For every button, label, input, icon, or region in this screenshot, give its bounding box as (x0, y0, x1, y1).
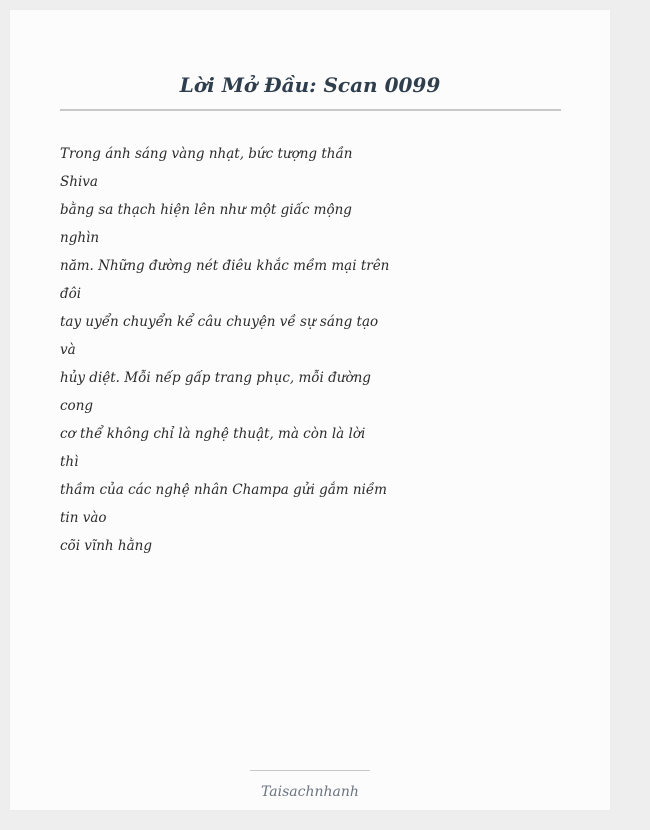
text-line: Trong ánh sáng vàng nhạt, bức tượng thần (60, 146, 353, 162)
text-line: đôi (60, 286, 82, 302)
text-line: cơ thể không chỉ là nghệ thuật, mà còn là lời (60, 426, 366, 442)
text-line: thì (60, 454, 79, 470)
text-line: tin vào (60, 510, 107, 526)
footer-divider (250, 770, 370, 771)
text-line: hủy diệt. Mỗi nếp gấp trang phục, mỗi đường (60, 370, 371, 386)
text-line: cõi vĩnh hằng (60, 538, 153, 554)
footer-text: Taisachnhanh (261, 784, 359, 800)
document-page (10, 10, 610, 810)
text-line: tay uyển chuyển kể câu chuyện về sự sáng tạo (60, 314, 379, 330)
title-divider (60, 109, 561, 111)
text-line: thầm của các nghệ nhân Champa gửi gắm niềm (60, 482, 387, 498)
page-title: Lời Mở Đầu: Scan 0099 (179, 73, 441, 97)
text-line: nghìn (60, 230, 100, 246)
body-text (60, 140, 400, 560)
text-line: bằng sa thạch hiện lên như một giấc mộng (60, 202, 352, 218)
text-line: và (60, 342, 76, 358)
text-line: cong (60, 398, 94, 414)
text-line: Shiva (60, 174, 98, 190)
text-line: năm. Những đường nét điêu khắc mềm mại trên (60, 258, 390, 274)
